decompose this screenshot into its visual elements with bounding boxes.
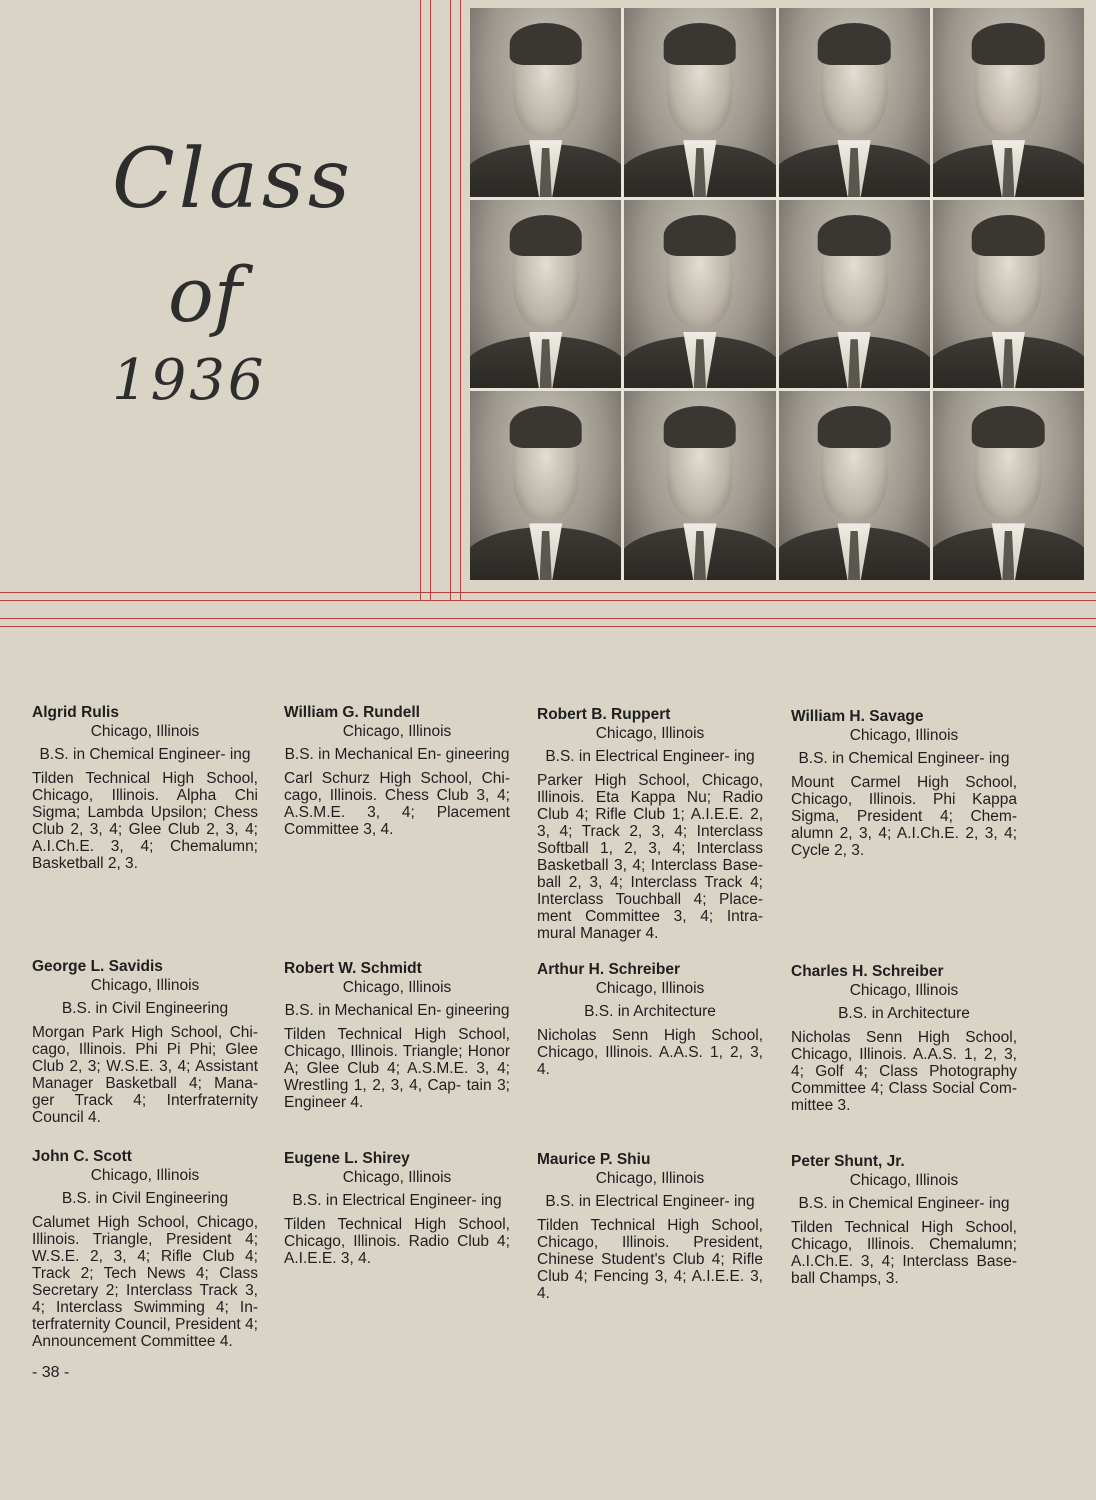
student-details: Tilden Technical High School, Chicago, Illinois. Alpha Chi Sigma; Lambda Upsilon; Chess Club 2, 3, 4; Glee Club 2, 3, 4; A.I.Ch.E. 3, 4; Chemalumn; Basketball 2, 3. xyxy=(32,770,258,872)
student-degree: B.S. in Civil Engineering xyxy=(61,1000,229,1017)
student-details: Tilden Technical High School, Chicago, Illinois. Triangle; Honor A; Glee Club 4; A.S.M.E. 3, 4; Wrestling 1, 2, 3, 4, Cap- tain 3; Engineer 4. xyxy=(284,1026,510,1111)
red-rule xyxy=(450,0,451,600)
red-rule xyxy=(0,626,1096,627)
portrait-photo xyxy=(624,8,775,197)
student-degree: B.S. in Electrical Engineer- ing xyxy=(545,1193,755,1210)
student-name: Eugene L. Shirey xyxy=(284,1150,410,1167)
student-name: John C. Scott xyxy=(32,1148,132,1165)
student-details: Nicholas Senn High School, Chicago, Illinois. A.A.S. 1, 2, 3, 4; Golf 4; Class Photography Committee 4; Class Social Com- mittee 3. xyxy=(791,1029,1017,1114)
student-city: Chicago, Illinois xyxy=(849,982,959,999)
portrait-photo xyxy=(779,200,930,389)
student-name: Peter Shunt, Jr. xyxy=(791,1153,905,1170)
student-name: William H. Savage xyxy=(791,708,924,725)
student-name: Charles H. Schreiber xyxy=(791,963,944,980)
student-degree: B.S. in Mechanical En- gineering xyxy=(284,746,510,763)
entry-arthur-schreiber xyxy=(537,961,763,1078)
entry-eugene-shirey xyxy=(284,1150,510,1267)
entry-charles-schreiber xyxy=(791,963,1017,1114)
page-number: - 38 - xyxy=(32,1364,70,1381)
red-rule xyxy=(0,592,1096,593)
portrait-photo xyxy=(624,200,775,389)
student-city: Chicago, Illinois xyxy=(849,1172,959,1189)
student-city: Chicago, Illinois xyxy=(342,723,452,740)
red-rule xyxy=(0,600,1096,601)
entry-william-rundell xyxy=(284,704,510,838)
portrait-photo xyxy=(933,8,1084,197)
student-city: Chicago, Illinois xyxy=(595,1170,705,1187)
entry-maurice-shiu xyxy=(537,1151,763,1302)
red-rule xyxy=(460,0,461,600)
student-details: Carl Schurz High School, Chi- cago, Illinois. Chess Club 3, 4; A.S.M.E. 3, 4; Placement Committee 3, 4. xyxy=(284,770,510,838)
student-name: Robert W. Schmidt xyxy=(284,960,422,977)
student-details: Nicholas Senn High School, Chicago, Illinois. A.A.S. 1, 2, 3, 4. xyxy=(537,1027,763,1078)
entry-robert-ruppert xyxy=(537,706,763,942)
portrait-photo xyxy=(779,391,930,580)
student-details: Tilden Technical High School, Chicago, Illinois. Radio Club 4; A.I.E.E. 3, 4. xyxy=(284,1216,510,1267)
entry-algrid-rulis xyxy=(32,704,258,872)
entry-john-scott xyxy=(32,1148,258,1350)
title-of: of xyxy=(168,250,242,339)
portrait-grid xyxy=(470,8,1084,580)
portrait-photo xyxy=(933,391,1084,580)
student-name: Maurice P. Shiu xyxy=(537,1151,651,1168)
portrait-photo xyxy=(779,8,930,197)
student-details: Tilden Technical High School, Chicago, Illinois. Chemalumn; A.I.Ch.E. 3, 4; Interclass Base- ball Champs, 3. xyxy=(791,1219,1017,1287)
student-degree: B.S. in Chemical Engineer- ing xyxy=(798,750,1010,767)
student-city: Chicago, Illinois xyxy=(90,977,200,994)
student-details: Parker High School, Chicago, Illinois. Eta Kappa Nu; Radio Club 4; Rifle Club 1; A.I.E.E. 2, 3, 4; Track 2, 3, 4; Interclass Softball 1, 2, 3, 4; Interclass Basketball 3, 4; Interclass Base- ball 2, 3, 4; Interclass Track 4; Interclass Touchball 4; Place- ment Committee 3, 4; Intra- mural Manager 4. xyxy=(537,772,763,942)
red-rule xyxy=(430,0,431,600)
student-degree: B.S. in Chemical Engineer- ing xyxy=(798,1195,1010,1212)
student-city: Chicago, Illinois xyxy=(849,727,959,744)
student-degree: B.S. in Architecture xyxy=(838,1005,970,1022)
student-degree: B.S. in Architecture xyxy=(584,1003,716,1020)
red-rule xyxy=(420,0,421,600)
title-year: 1936 xyxy=(112,348,267,413)
student-details: Calumet High School, Chicago, Illinois. Triangle, President 4; W.S.E. 2, 3, 4; Rifle Club 4; Track 2; Tech News 4; Class Secretary 2; Interclass Track 3, 4; Interclass Swimming 4; In- terfraternity Council, President 4; Announcement Committee 4. xyxy=(32,1214,258,1350)
entry-william-savage xyxy=(791,708,1017,859)
portrait-photo xyxy=(470,8,621,197)
red-rule xyxy=(0,618,1096,619)
entry-robert-schmidt xyxy=(284,960,510,1111)
portrait-photo xyxy=(624,391,775,580)
student-city: Chicago, Illinois xyxy=(595,980,705,997)
student-name: Arthur H. Schreiber xyxy=(537,961,680,978)
student-city: Chicago, Illinois xyxy=(342,1169,452,1186)
student-city: Chicago, Illinois xyxy=(90,1167,200,1184)
entry-george-savidis xyxy=(32,958,258,1126)
student-details: Mount Carmel High School, Chicago, Illinois. Phi Kappa Sigma, President 4; Chem- alumn 2, 3, 4; A.I.Ch.E. 2, 3, 4; Cycle 2, 3. xyxy=(791,774,1017,859)
student-details: Morgan Park High School, Chi- cago, Illinois. Phi Pi Phi; Glee Club 2, 3; W.S.E. 3, 4; Assistant Manager Basketball 4; Mana- ger Track 4; Interfraternity Council 4. xyxy=(32,1024,258,1126)
student-name: Algrid Rulis xyxy=(32,704,119,721)
student-city: Chicago, Illinois xyxy=(90,723,200,740)
student-degree: B.S. in Mechanical En- gineering xyxy=(284,1002,510,1019)
title-class: Class xyxy=(112,132,355,227)
student-degree: B.S. in Electrical Engineer- ing xyxy=(292,1192,502,1209)
student-name: George L. Savidis xyxy=(32,958,163,975)
student-name: William G. Rundell xyxy=(284,704,420,721)
portrait-photo xyxy=(470,200,621,389)
student-name: Robert B. Ruppert xyxy=(537,706,671,723)
student-city: Chicago, Illinois xyxy=(342,979,452,996)
student-degree: B.S. in Chemical Engineer- ing xyxy=(39,746,251,763)
student-details: Tilden Technical High School, Chicago, Illinois. President, Chinese Student's Club 4; Rifle Club 4; Fencing 3, 4; A.I.E.E. 3, 4. xyxy=(537,1217,763,1302)
student-city: Chicago, Illinois xyxy=(595,725,705,742)
student-degree: B.S. in Electrical Engineer- ing xyxy=(545,748,755,765)
portrait-photo xyxy=(470,391,621,580)
student-degree: B.S. in Civil Engineering xyxy=(61,1190,229,1207)
entry-peter-shunt xyxy=(791,1153,1017,1287)
portrait-photo xyxy=(933,200,1084,389)
